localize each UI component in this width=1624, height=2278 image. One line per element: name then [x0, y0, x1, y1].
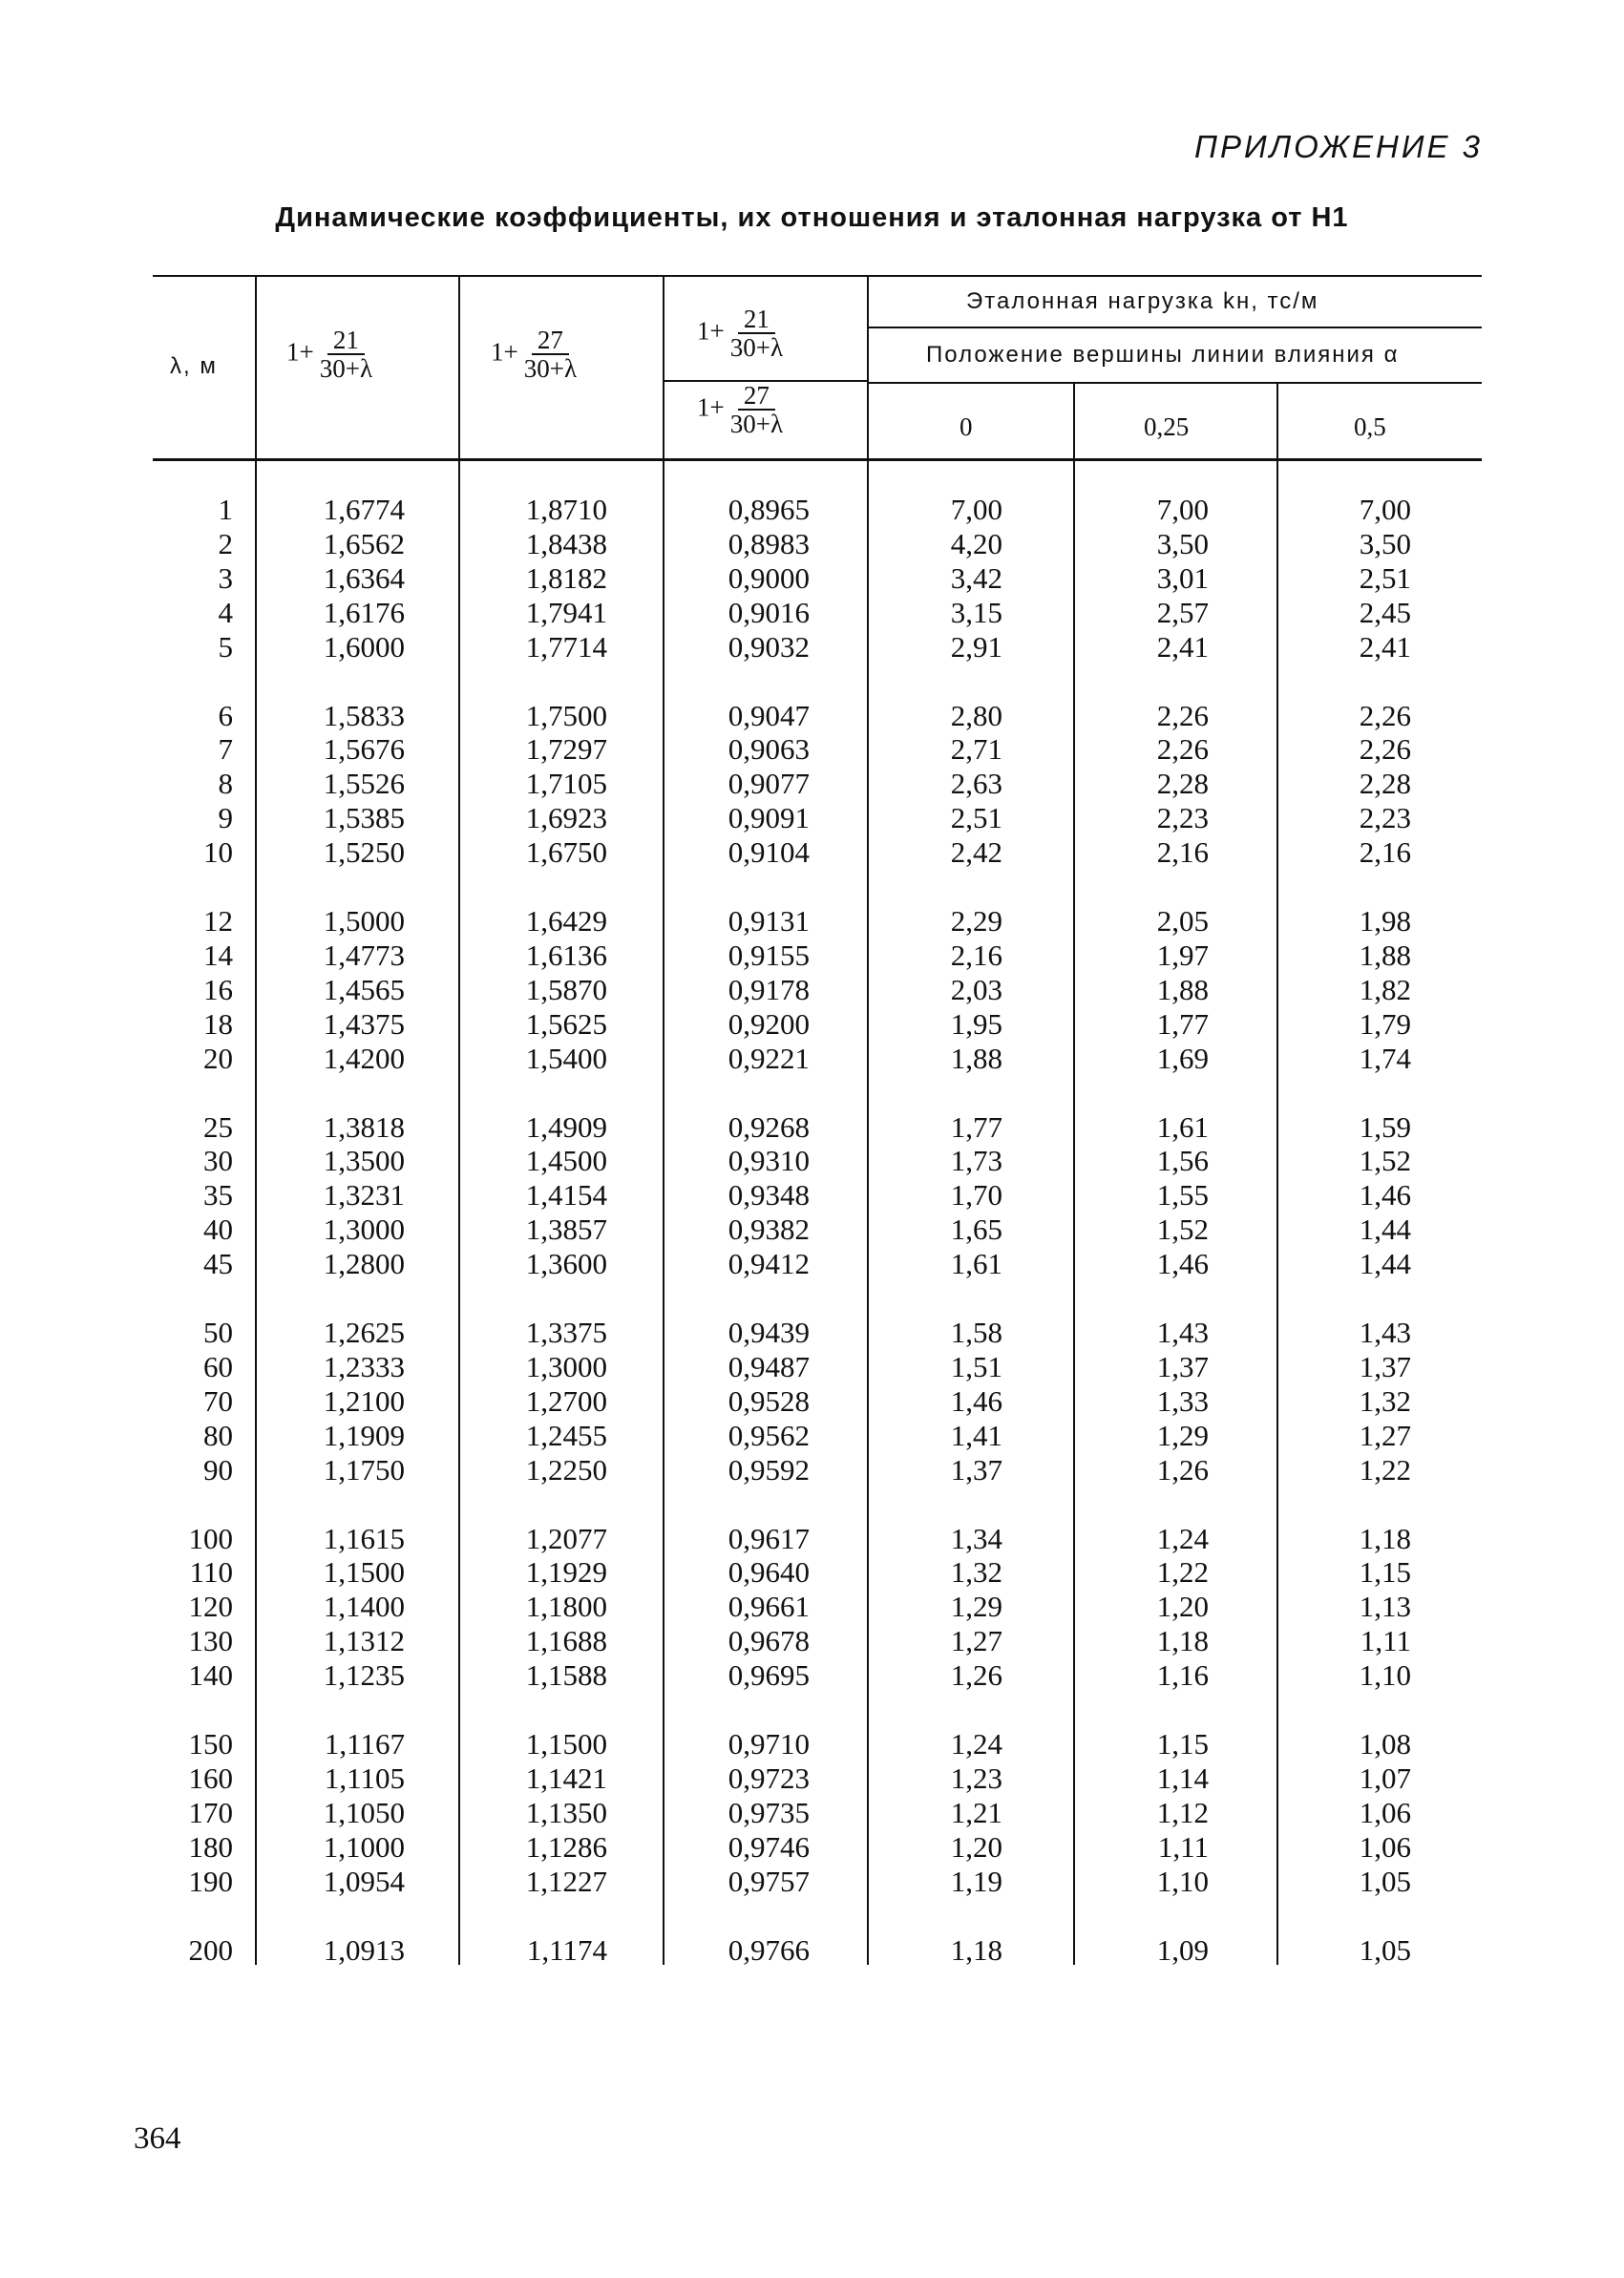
load-alpha-0-cell: 1,24: [950, 1727, 1002, 1761]
coef-21-cell: 1,1312: [323, 1624, 405, 1658]
load-alpha-05-cell: 1,05: [1359, 1864, 1411, 1898]
load-alpha-0-cell: 2,63: [950, 767, 1002, 801]
column-divider: [663, 277, 664, 1965]
load-alpha-0-cell: 4,20: [950, 526, 1002, 560]
load-alpha-05-cell: 1,88: [1359, 938, 1411, 972]
load-alpha-025-cell: 1,11: [1157, 1829, 1209, 1864]
lambda-cell: 50: [203, 1316, 233, 1349]
load-alpha-025-cell: 1,52: [1156, 1213, 1209, 1247]
coef-27-cell: 1,1500: [525, 1727, 607, 1761]
load-alpha-025-cell: 1,20: [1156, 1590, 1209, 1624]
coef-21-cell: 1,1050: [323, 1795, 405, 1829]
coef-27-cell: 1,5870: [525, 972, 607, 1006]
coef-27-cell: 1,7105: [525, 767, 607, 801]
ratio-cell: 0,9735: [728, 1795, 810, 1829]
lambda-cell: 40: [203, 1213, 233, 1247]
coef-21-cell: 1,1000: [323, 1829, 405, 1864]
coef-27-cell: 1,7714: [525, 629, 607, 664]
coef-21-cell: 1,1235: [323, 1658, 405, 1693]
fraction: [725, 306, 789, 362]
fraction-prefix: 1+: [491, 337, 518, 367]
load-alpha-0-cell: 1,95: [950, 1006, 1002, 1041]
coef-21-cell: 1,6364: [323, 560, 405, 595]
position-header-rule: [869, 382, 1482, 384]
lambda-cell: 9: [218, 801, 233, 835]
alpha-025-header: 0,25: [1144, 412, 1190, 441]
fraction: [725, 382, 789, 438]
coef-27-cell: 1,3857: [525, 1213, 607, 1247]
alpha-0-header: 0: [960, 412, 973, 441]
alpha-05-header: 0,5: [1354, 412, 1386, 441]
coef-21-cell: 1,6176: [323, 595, 405, 629]
load-alpha-05-cell: 1,05: [1359, 1932, 1411, 1967]
coef-21-cell: 1,2100: [323, 1383, 405, 1418]
load-alpha-0-cell: 1,34: [950, 1521, 1002, 1555]
coef-21-cell: 1,5833: [323, 698, 405, 732]
coef-27-cell: 1,3000: [525, 1349, 607, 1383]
lambda-cell: 90: [203, 1452, 233, 1487]
lambda-cell: 110: [189, 1555, 233, 1590]
coef-21-cell: 1,5526: [323, 767, 405, 801]
load-alpha-0-cell: 1,88: [950, 1041, 1002, 1075]
load-alpha-0-cell: 2,91: [950, 629, 1002, 664]
coef-21-cell: 1,1167: [324, 1727, 405, 1761]
load-alpha-025-cell: 2,23: [1156, 801, 1209, 835]
load-alpha-05-cell: 1,13: [1359, 1590, 1411, 1624]
load-alpha-0-cell: 3,15: [950, 595, 1002, 629]
coef-27-cell: 1,1174: [526, 1932, 607, 1967]
load-alpha-025-cell: 2,26: [1156, 698, 1209, 732]
ratio-cell: 0,9104: [728, 835, 810, 870]
coef-21-cell: 1,4565: [323, 972, 405, 1006]
load-alpha-025-cell: 1,24: [1156, 1521, 1209, 1555]
load-alpha-05-cell: 1,59: [1359, 1109, 1411, 1144]
coef-27-cell: 1,8438: [525, 526, 607, 560]
ratio-cell: 0,9766: [728, 1932, 810, 1967]
load-alpha-0-cell: 1,65: [950, 1213, 1002, 1247]
appendix-label: ПРИЛОЖЕНИЕ 3: [1194, 129, 1483, 164]
coef-27-cell: 1,7941: [525, 595, 607, 629]
load-alpha-025-cell: 1,16: [1156, 1658, 1209, 1693]
coef-21-cell: 1,6562: [323, 526, 405, 560]
ratio-cell: 0,8965: [728, 493, 810, 526]
lambda-cell: 3: [218, 560, 233, 595]
coef-27-cell: 1,7500: [525, 698, 607, 732]
coef-21-cell: 1,2333: [323, 1349, 405, 1383]
coef-21-cell: 1,3231: [323, 1178, 405, 1213]
lambda-cell: 20: [203, 1041, 233, 1075]
lambda-cell: 25: [203, 1109, 233, 1144]
fraction-prefix: 1+: [697, 316, 725, 346]
load-alpha-025-cell: 1,18: [1156, 1624, 1209, 1658]
fraction-denominator: 30+λ: [729, 410, 784, 439]
coef-21-cell: 1,6774: [323, 493, 405, 526]
load-alpha-0-cell: 2,03: [950, 972, 1002, 1006]
table-title: Динамические коэффициенты, их отношения и эталонная нагрузка от Н1: [275, 202, 1349, 233]
lambda-cell: 8: [218, 767, 233, 801]
load-alpha-05-cell: 1,22: [1359, 1452, 1411, 1487]
ratio-cell: 0,9063: [728, 732, 810, 767]
lambda-cell: 100: [188, 1521, 233, 1555]
load-alpha-025-cell: 2,26: [1156, 732, 1209, 767]
ratio-cell: 0,9091: [728, 801, 810, 835]
coef-27-cell: 1,8182: [525, 560, 607, 595]
ratio-cell: 0,9746: [728, 1829, 810, 1864]
coef-27-cell: 1,5400: [525, 1041, 607, 1075]
ratio-numerator-header: [697, 306, 789, 362]
load-alpha-0-cell: 1,41: [950, 1418, 1002, 1452]
coef-27-cell: 1,6136: [525, 938, 607, 972]
lambda-cell: 16: [203, 972, 233, 1006]
load-alpha-025-cell: 2,05: [1156, 904, 1209, 938]
load-alpha-0-cell: 2,71: [950, 732, 1002, 767]
fraction-denominator: 30+λ: [729, 333, 784, 363]
fraction-numerator: 21: [327, 327, 365, 355]
load-alpha-0-cell: 1,37: [950, 1452, 1002, 1487]
ratio-cell: 0,9016: [728, 595, 810, 629]
coef-27-cell: 1,2455: [525, 1418, 607, 1452]
load-alpha-0-cell: 1,19: [950, 1864, 1002, 1898]
load-alpha-025-cell: 1,37: [1156, 1349, 1209, 1383]
load-alpha-025-cell: 3,01: [1156, 560, 1209, 595]
ratio-cell: 0,9077: [728, 767, 810, 801]
lambda-cell: 30: [203, 1144, 233, 1178]
load-alpha-05-cell: 1,52: [1359, 1144, 1411, 1178]
lambda-cell: 18: [203, 1006, 233, 1041]
fraction: [518, 327, 582, 383]
coef-21-cell: 1,1750: [323, 1452, 405, 1487]
coef-21-cell: 1,2800: [323, 1247, 405, 1281]
load-alpha-05-cell: 1,98: [1359, 904, 1411, 938]
coef-27-cell: 1,8710: [525, 493, 607, 526]
load-alpha-05-cell: 2,28: [1359, 767, 1411, 801]
load-alpha-025-cell: 1,46: [1156, 1247, 1209, 1281]
load-alpha-05-cell: 1,06: [1359, 1795, 1411, 1829]
load-alpha-0-cell: 2,42: [950, 835, 1002, 870]
coef-27-cell: 1,1800: [525, 1590, 607, 1624]
lambda-cell: 170: [188, 1795, 233, 1829]
load-alpha-025-cell: 7,00: [1156, 493, 1209, 526]
load-alpha-05-cell: 1,10: [1359, 1658, 1411, 1693]
column-divider: [1073, 382, 1075, 1965]
coef-21-cell: 1,5385: [323, 801, 405, 835]
load-alpha-05-cell: 1,18: [1359, 1521, 1411, 1555]
load-alpha-0-cell: 3,42: [950, 560, 1002, 595]
load-alpha-0-cell: 1,73: [950, 1144, 1002, 1178]
load-alpha-0-cell: 1,20: [950, 1829, 1002, 1864]
lambda-cell: 190: [188, 1864, 233, 1898]
coef-27-cell: 1,6750: [525, 835, 607, 870]
lambda-cell: 7: [218, 732, 233, 767]
load-alpha-05-cell: 2,23: [1359, 801, 1411, 835]
ratio-cell: 0,9382: [728, 1213, 810, 1247]
load-alpha-025-cell: 2,41: [1156, 629, 1209, 664]
load-header-rule: [869, 327, 1482, 328]
load-alpha-025-cell: 1,69: [1156, 1041, 1209, 1075]
load-alpha-0-cell: 1,58: [950, 1316, 1002, 1349]
lambda-cell: 70: [203, 1383, 233, 1418]
coef-27-cell: 1,1227: [525, 1864, 607, 1898]
coef-27-cell: 1,6429: [525, 904, 607, 938]
coef-21-cell: 1,5000: [323, 904, 405, 938]
lambda-cell: 45: [203, 1247, 233, 1281]
load-alpha-05-cell: 2,16: [1359, 835, 1411, 870]
ratio-cell: 0,9268: [728, 1109, 810, 1144]
coefficient-27-header: [491, 327, 582, 383]
coef-21-cell: 1,4375: [323, 1006, 405, 1041]
coef-27-cell: 1,1286: [525, 1829, 607, 1864]
load-alpha-0-cell: 1,21: [950, 1795, 1002, 1829]
fraction-prefix: 1+: [286, 337, 314, 367]
fraction-denominator: 30+λ: [523, 354, 578, 384]
lambda-cell: 80: [203, 1418, 233, 1452]
coef-27-cell: 1,3375: [525, 1316, 607, 1349]
load-alpha-05-cell: 1,44: [1359, 1213, 1411, 1247]
load-alpha-05-cell: 2,51: [1359, 560, 1411, 595]
load-alpha-05-cell: 2,41: [1359, 629, 1411, 664]
load-alpha-05-cell: 2,26: [1359, 732, 1411, 767]
ratio-cell: 0,9348: [728, 1178, 810, 1213]
fraction: [314, 327, 378, 383]
load-alpha-025-cell: 1,77: [1156, 1006, 1209, 1041]
coef-27-cell: 1,2250: [525, 1452, 607, 1487]
ratio-cell: 0,9310: [728, 1144, 810, 1178]
fraction-numerator: 21: [738, 306, 775, 334]
reference-load-header: Эталонная нагрузка kн, тс/м: [966, 288, 1319, 314]
ratio-cell: 0,9592: [728, 1452, 810, 1487]
load-alpha-0-cell: 1,70: [950, 1178, 1002, 1213]
ratio-cell: 0,9131: [728, 904, 810, 938]
ratio-cell: 0,9487: [728, 1349, 810, 1383]
coef-21-cell: 1,3500: [323, 1144, 405, 1178]
coef-27-cell: 1,1929: [525, 1555, 607, 1590]
ratio-cell: 0,9695: [728, 1658, 810, 1693]
ratio-cell: 0,9439: [728, 1316, 810, 1349]
coef-21-cell: 1,1909: [323, 1418, 405, 1452]
coef-27-cell: 1,3600: [525, 1247, 607, 1281]
load-alpha-0-cell: 2,80: [950, 698, 1002, 732]
ratio-cell: 0,9032: [728, 629, 810, 664]
load-alpha-025-cell: 1,26: [1156, 1452, 1209, 1487]
coef-21-cell: 1,0913: [323, 1932, 405, 1967]
coef-27-cell: 1,7297: [525, 732, 607, 767]
load-alpha-025-cell: 1,97: [1156, 938, 1209, 972]
coef-27-cell: 1,1688: [525, 1624, 607, 1658]
lambda-cell: 200: [188, 1932, 233, 1967]
load-alpha-0-cell: 1,77: [950, 1109, 1002, 1144]
table-header-bottom-rule: [153, 458, 1482, 461]
ratio-cell: 0,9412: [728, 1247, 810, 1281]
fraction-numerator: 27: [532, 327, 569, 355]
coef-21-cell: 1,3818: [323, 1109, 405, 1144]
load-alpha-025-cell: 1,12: [1156, 1795, 1209, 1829]
ratio-denominator-header: [697, 382, 789, 438]
lambda-cell: 140: [188, 1658, 233, 1693]
lambda-cell: 180: [188, 1829, 233, 1864]
load-alpha-025-cell: 3,50: [1156, 526, 1209, 560]
load-alpha-025-cell: 1,22: [1156, 1555, 1209, 1590]
lambda-cell: 35: [203, 1178, 233, 1213]
load-alpha-05-cell: 1,82: [1359, 972, 1411, 1006]
load-alpha-05-cell: 1,15: [1359, 1555, 1411, 1590]
load-alpha-025-cell: 1,56: [1156, 1144, 1209, 1178]
lambda-cell: 10: [203, 835, 233, 870]
coef-21-cell: 1,1105: [324, 1761, 405, 1795]
lambda-cell: 160: [188, 1761, 233, 1795]
load-alpha-0-cell: 1,61: [950, 1247, 1002, 1281]
load-alpha-025-cell: 2,16: [1156, 835, 1209, 870]
load-alpha-05-cell: 2,45: [1359, 595, 1411, 629]
lambda-cell: 1: [218, 493, 233, 526]
coef-21-cell: 1,5250: [323, 835, 405, 870]
load-alpha-025-cell: 1,10: [1156, 1864, 1209, 1898]
coef-27-cell: 1,2700: [525, 1383, 607, 1418]
load-alpha-025-cell: 1,88: [1156, 972, 1209, 1006]
load-alpha-05-cell: 1,08: [1359, 1727, 1411, 1761]
load-alpha-05-cell: 1,44: [1359, 1247, 1411, 1281]
coef-27-cell: 1,6923: [525, 801, 607, 835]
ratio-cell: 0,9221: [728, 1041, 810, 1075]
coef-21-cell: 1,1500: [323, 1555, 405, 1590]
load-alpha-025-cell: 1,55: [1156, 1178, 1209, 1213]
load-alpha-05-cell: 1,46: [1359, 1178, 1411, 1213]
fraction-denominator: 30+λ: [319, 354, 373, 384]
load-alpha-05-cell: 1,11: [1360, 1624, 1411, 1658]
lambda-cell: 14: [203, 938, 233, 972]
load-alpha-025-cell: 1,33: [1156, 1383, 1209, 1418]
coef-21-cell: 1,3000: [323, 1213, 405, 1247]
load-alpha-0-cell: 1,51: [950, 1349, 1002, 1383]
lambda-cell: 4: [218, 595, 233, 629]
ratio-cell: 0,9723: [728, 1761, 810, 1795]
ratio-cell: 0,9000: [728, 560, 810, 595]
ratio-cell: 0,9200: [728, 1006, 810, 1041]
ratio-cell: 0,9178: [728, 972, 810, 1006]
table-top-rule: [153, 275, 1482, 277]
load-alpha-0-cell: 1,26: [950, 1658, 1002, 1693]
lambda-header: λ, м: [170, 353, 218, 379]
coef-21-cell: 1,4773: [323, 938, 405, 972]
ratio-cell: 0,9562: [728, 1418, 810, 1452]
page-number: 364: [134, 2121, 181, 2156]
load-alpha-05-cell: 1,06: [1359, 1829, 1411, 1864]
coef-21-cell: 1,2625: [323, 1316, 405, 1349]
lambda-cell: 130: [188, 1624, 233, 1658]
ratio-cell: 0,8983: [728, 526, 810, 560]
load-alpha-0-cell: 2,51: [950, 801, 1002, 835]
fraction-numerator: 27: [738, 382, 775, 411]
ratio-cell: 0,9640: [728, 1555, 810, 1590]
lambda-cell: 120: [188, 1590, 233, 1624]
column-divider: [1276, 382, 1278, 1965]
load-alpha-025-cell: 1,09: [1156, 1932, 1209, 1967]
ratio-cell: 0,9528: [728, 1383, 810, 1418]
load-alpha-05-cell: 1,32: [1359, 1383, 1411, 1418]
coef-27-cell: 1,4909: [525, 1109, 607, 1144]
coef-27-cell: 1,2077: [525, 1521, 607, 1555]
coef-27-cell: 1,1421: [525, 1761, 607, 1795]
column-divider: [255, 277, 257, 1965]
lambda-cell: 150: [188, 1727, 233, 1761]
coef-27-cell: 1,4500: [525, 1144, 607, 1178]
lambda-cell: 6: [218, 698, 233, 732]
load-alpha-025-cell: 1,15: [1156, 1727, 1209, 1761]
ratio-cell: 0,9678: [728, 1624, 810, 1658]
coef-27-cell: 1,1588: [525, 1658, 607, 1693]
vertex-position-header: Положение вершины линии влияния α: [926, 342, 1400, 368]
load-alpha-05-cell: 1,37: [1359, 1349, 1411, 1383]
load-alpha-05-cell: 1,07: [1359, 1761, 1411, 1795]
load-alpha-05-cell: 1,43: [1359, 1316, 1411, 1349]
ratio-cell: 0,9155: [728, 938, 810, 972]
coef-21-cell: 1,6000: [323, 629, 405, 664]
load-alpha-025-cell: 1,61: [1156, 1109, 1209, 1144]
load-alpha-05-cell: 7,00: [1359, 493, 1411, 526]
load-alpha-025-cell: 2,28: [1156, 767, 1209, 801]
ratio-cell: 0,9710: [728, 1727, 810, 1761]
load-alpha-0-cell: 7,00: [950, 493, 1002, 526]
load-alpha-0-cell: 1,29: [950, 1590, 1002, 1624]
fraction-prefix: 1+: [697, 392, 725, 422]
ratio-cell: 0,9617: [728, 1521, 810, 1555]
coef-21-cell: 1,1400: [323, 1590, 405, 1624]
load-alpha-0-cell: 1,46: [950, 1383, 1002, 1418]
coef-27-cell: 1,1350: [525, 1795, 607, 1829]
load-alpha-0-cell: 1,27: [950, 1624, 1002, 1658]
lambda-cell: 60: [203, 1349, 233, 1383]
load-alpha-0-cell: 1,23: [950, 1761, 1002, 1795]
column-divider: [867, 277, 869, 1965]
load-alpha-025-cell: 1,29: [1156, 1418, 1209, 1452]
load-alpha-025-cell: 2,57: [1156, 595, 1209, 629]
column-divider: [458, 277, 460, 1965]
load-alpha-05-cell: 1,27: [1359, 1418, 1411, 1452]
lambda-cell: 5: [218, 629, 233, 664]
coef-21-cell: 1,5676: [323, 732, 405, 767]
load-alpha-0-cell: 1,32: [950, 1555, 1002, 1590]
load-alpha-0-cell: 2,16: [950, 938, 1002, 972]
ratio-cell: 0,9661: [728, 1590, 810, 1624]
coefficient-21-header: [286, 327, 378, 383]
ratio-cell: 0,9047: [728, 698, 810, 732]
load-alpha-0-cell: 2,29: [950, 904, 1002, 938]
load-alpha-0-cell: 1,18: [950, 1932, 1002, 1967]
ratio-cell: 0,9757: [728, 1864, 810, 1898]
coef-27-cell: 1,5625: [525, 1006, 607, 1041]
coef-21-cell: 1,0954: [323, 1864, 405, 1898]
coef-21-cell: 1,1615: [323, 1521, 405, 1555]
lambda-cell: 2: [218, 526, 233, 560]
load-alpha-05-cell: 3,50: [1359, 526, 1411, 560]
load-alpha-05-cell: 1,79: [1359, 1006, 1411, 1041]
coef-27-cell: 1,4154: [525, 1178, 607, 1213]
lambda-cell: 12: [203, 904, 233, 938]
load-alpha-05-cell: 2,26: [1359, 698, 1411, 732]
coef-21-cell: 1,4200: [323, 1041, 405, 1075]
load-alpha-05-cell: 1,74: [1359, 1041, 1411, 1075]
load-alpha-025-cell: 1,43: [1156, 1316, 1209, 1349]
load-alpha-025-cell: 1,14: [1156, 1761, 1209, 1795]
